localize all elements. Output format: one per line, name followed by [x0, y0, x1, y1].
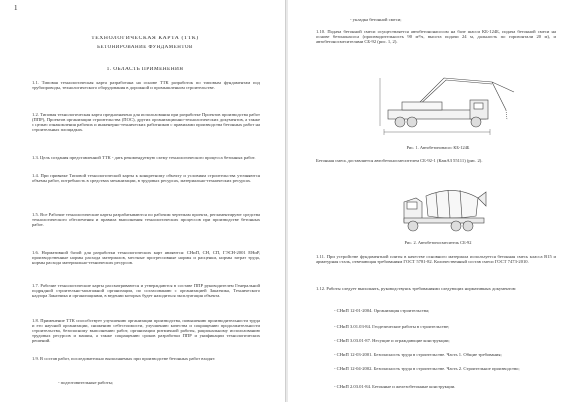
paragraph-1-8: 1.8. Применение ТТК способствует улучшению организации производства, повышению производительности труда и его научной организации, снижению себестоимости, улучшению качества и сокращению продолжительности строительства, безопасному выполнению работ, организации ритмичной работы, рациональному использованию трудовых ресурсов и машин, а также сокращению сроков разработки ППР и унификации технологических решений. — [32, 318, 260, 343]
list-item: - СНиП 12-04-2002. Безопасность труда в строительстве. Часть 2. Строительное производство; — [334, 366, 520, 371]
paragraph-1-2: 1.2. Типовая технологическая карта предназначена для использования при разработке Проектов производства работ (ППР), Проектов организации строительства (ПОС), других организационно-технологических документов, а также с целью ознакомления рабочих и инженерно-технических работников с правилами производства бетонных работ на строительных площадках. — [32, 112, 260, 132]
paragraph-1-7: 1.7. Рабочие технологические карты рассматриваются и утверждаются в составе ППР руководителем Генеральной подрядной строительно-монтажной организации, по согласованию с организацией Заказчика, Технического надзора Заказчика и организациями, в ведении которых будет находиться эксплуатация объекта. — [32, 283, 260, 298]
list-item: - СНиП 3.01.03-84. Геодезические работы в строительстве; — [334, 324, 450, 329]
list-item: - укладка бетонной смеси; — [350, 17, 402, 22]
paragraph-1-9: 1.9. В состав работ, последовательно выполняемых при производстве бетонных работ входят: — [32, 356, 216, 361]
list-item: - подготовительные работы; — [58, 380, 113, 385]
paragraph-fig2-intro: Бетонная смесь доставляется автобетоносмесителем СБ-92-1 (КамАЗ 55111) (рис. 2). — [316, 158, 483, 163]
list-item: - СНиП 3.03.01-87. Несущие и ограждающие конструкции; — [334, 338, 450, 343]
paragraph-1-4: 1.4. При привязке Типовой технологической карты к конкретному объекту и условиям строительства уточняются объемы работ, потребность в средствах механизации, в трудовых ресурсах, материально-технических ресурсах. — [32, 173, 260, 183]
document-subtitle: БЕТОНИРОВАНИЕ ФУНДАМЕНТОВ — [97, 45, 193, 50]
paragraph-1-11: 1.11. При устройстве фундаментной плиты в качестве основного материала используется бетонная смесь класса В15 и арматурная сталь, отвечающая требованиям ГОСТ 5781-82. Количественный состав смеси ГОСТ 7473-2010. — [316, 254, 556, 264]
list-item: - СНиП 2.03.01-84. Бетонные и железобетонные конструкции. — [334, 384, 456, 389]
paragraph-1-1: 1.1. Типовая технологическая карта разработана на основе ТТК разработок по типовым фундаментам под трубопроводы, технологического оборудования в дорожной и промышленном строительстве. — [32, 80, 260, 90]
paragraph-1-3: 1.3. Цель создания представленной ТТК - дать рекомендуемую схему технологического процесса бетонных работ. — [32, 155, 256, 160]
figure-1-caption: Рис. 1. Автобетононасос КБ-124Б — [406, 145, 470, 150]
concrete-pump-truck-figure — [374, 70, 524, 140]
paragraph-1-12: 1.12. Работы следует выполнять, руководствуясь требованиями следующих нормативных документов: — [316, 286, 517, 291]
concrete-mixer-truck-figure — [400, 180, 490, 235]
paragraph-1-10: 1.10. Подача бетонной смеси осуществляется автобетононасосом на базе шасси КБ-124Б, подача бетонной смеси на основе бетононасоса (производительность 90 м³/ч, высота подачи 24 м, дальность по горизонтали 20 м), и автобетоносмесителями СБ-92 (рис. 1, 2). — [316, 29, 556, 44]
document-page-right — [288, 0, 576, 402]
page-number: 1 — [14, 4, 18, 12]
document-title: ТЕХНОЛОГИЧЕСКАЯ КАРТА (ТТК) — [91, 36, 199, 41]
paragraph-1-6: 1.6. Нормативной базой для разработки технологических карт являются: СНиП, СН, СП, ГЭСН-2001 ЕНиР, производственные нормы расхода материалов, местные прогрессивные нормы и расценки, нормы затрат труда, нормы расхода материально-технических ресурсов. — [32, 250, 260, 265]
list-item: - СНиП 12-03-2001. Безопасность труда в строительстве. Часть 1. Общие требования; — [334, 352, 502, 357]
list-item: - СНиП 12-01-2004. Организация строительства; — [334, 308, 430, 313]
paragraph-1-5: 1.5. Все Рабочие технологические карты разрабатываются по рабочим чертежам проекта, регламентируют средства технологического обеспечения и правила выполнения технологических процессов при производстве бетонных работ. — [32, 212, 260, 227]
figure-2-caption: Рис. 2. Автобетоносмеситель СБ-92 — [404, 240, 472, 245]
section-heading: 1. ОБЛАСТЬ ПРИМЕНЕНИЯ — [106, 67, 184, 72]
document-page-left — [0, 0, 286, 402]
